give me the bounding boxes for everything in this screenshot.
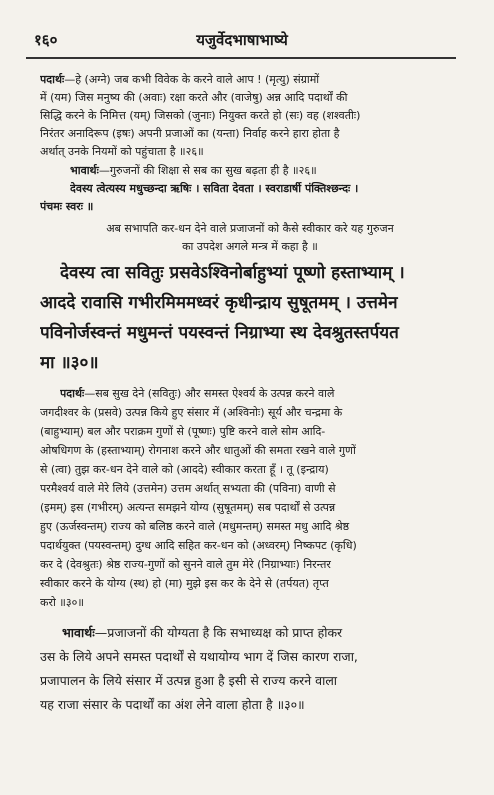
padartha2-line-12: करो ॥३०॥ <box>40 596 84 609</box>
mantra-line-1: देवस्य त्वा सवितुः प्रसवेऽश्विनोर्बाहुभ्यां पूष्णो हस्ताभ्याम् । <box>60 263 405 283</box>
padartha1-line-3: सिद्धि करने के निमित्त (यम्) जिसको (जुनाः) नियुक्त करते हो (सः) वह (शश्वतीः) <box>40 109 361 122</box>
padartha1-line-5: अर्थात् उनके नियमों को पहुंचाता है ॥२६॥ <box>40 145 204 158</box>
bhavartha2-line-3: प्रजापालन के लिये संसार में उत्पन्न हुआ है इसी से राज्य करने वाला <box>40 673 338 688</box>
padartha2-line-4: ओषधिगण के (हस्ताभ्याम्) रोगनाश करने और धातुओं की समता रखने वाले गुणों <box>40 444 356 457</box>
meta-line-2: पंचमः स्वरः ॥ <box>40 200 94 213</box>
bhavartha1-label: भावार्थः <box>70 164 99 177</box>
bhavartha2-line-1: भावार्थः—प्रजाजनों की योग्यता है कि सभाध्यक्ष को प्राप्त होकर <box>62 625 343 640</box>
padartha2-line-2: जगदीश्वर के (प्रसवे) उत्पन्न किये हुए संसार में (अश्विनोः) सूर्य और चन्द्रमा के <box>40 406 343 419</box>
bhavartha2-label: भावार्थः <box>62 625 95 640</box>
padartha2-label: पदार्थः <box>60 387 85 400</box>
mantra-line-2: आददे रावासि गभीरमिममध्वरं कृधीन्द्राय सुषूतमम् । उत्तमेन <box>40 293 398 313</box>
running-title: यजुर्वेदभाषाभाष्ये <box>196 31 288 49</box>
mantra-line-4: मा ॥३०॥ <box>40 353 99 373</box>
padartha2-line-10: कर दे (देवश्रुतः) श्रेष्ठ राज्य-गुणों को सुनने वाले तुम मेरे (निग्राभ्याः) निरन्तर <box>40 558 331 571</box>
intro-line-2: का उपदेश अगले मन्त्र में कहा है ॥ <box>182 240 318 253</box>
padartha2-line-3: (बाहुभ्याम्) बल और पराक्रम गुणों से (पूष्णः) पुष्टि करने वाले सोम आदि- <box>40 425 326 438</box>
padartha2-line-11: स्वीकार करने के योग्य (स्थ) हो (मा) मुझे इस कर के देने से (तर्पयत) तृप्त <box>40 577 329 590</box>
bhavartha1: भावार्थः—गुरुजनों की शिक्षा से सब का सुख बढ़ता ही है ॥२६॥ <box>70 164 317 177</box>
meta-line-1: देवस्य त्वेत्यस्य मधुच्छन्दा ऋषिः । सविता देवता । स्वराडार्षी पंक्तिश्छन्दः । <box>70 182 359 195</box>
padartha2-line-7: (इमम्) इस (गभीरम्) अत्यन्त समझने योग्य (सुषूतमम्) सब पदार्थों से उत्पन्न <box>40 501 336 514</box>
padartha2-line-9: पदार्थयुक्त (पयस्वन्तम्) दुग्ध आदि सहित कर-धन को (अध्वरम्) निष्कपट (कृधि) <box>40 539 357 552</box>
padartha1-line-4: निरंतर अनादिरूप (इषः) अपनी प्रजाओं का (यन्ता) निर्वाह करने हारा होता है <box>40 127 340 140</box>
padartha1-line-1: पदार्थः—हे (अग्ने) जब कभी विवेक के करने वाले आप ! (मृत्यु) संग्रामों <box>40 73 320 86</box>
header-rule <box>26 57 456 59</box>
intro-line-1: अब सभापति कर-धन देने वाले प्रजाजनों को कैसे स्वीकार करे यह गुरुजन <box>106 222 394 235</box>
page-number: १६० <box>34 31 58 49</box>
padartha2-line-1: पदार्थः—सब सुख देने (सवितुः) और समस्त ऐश्वर्य के उत्पन्न करने वाले <box>60 387 335 400</box>
padartha1-label: पदार्थः <box>40 73 65 86</box>
padartha2-line-5: से (त्वा) तुझ कर-धन देने वाले को (आददे) स्वीकार करता हूँ । तू (इन्द्राय) <box>40 463 329 476</box>
bhavartha2-line-2: उस के लिये अपने समस्त पदार्थों से यथायोग्य भाग दें जिस कारण राजा, <box>40 649 358 664</box>
bhavartha2-line-4: यह राजा संसार के पदार्थों का अंश लेने वाला होता है ॥३०॥ <box>40 697 305 712</box>
running-header <box>22 30 462 52</box>
padartha1-line-2: में (यम) जिस मनुष्य की (अवाः) रक्षा करते और (वाजेषु) अन्न आदि पदार्थों की <box>40 91 348 104</box>
padartha2-line-6: परमैश्वर्य वाले मेरे लिये (उत्तमेन) उत्तम अर्थात् सभ्यता की (पविना) वाणी से <box>40 482 336 495</box>
mantra-line-3: पविनोर्जस्वन्तं मधुमन्तं पयस्वन्तं निग्राभ्या स्थ देवश्रुतस्तर्पयत <box>40 323 399 343</box>
padartha2-line-8: हुए (ऊर्जस्वन्तम्) राज्य को बलिष्ठ करने वाले (मधुमन्तम्) समस्त मधु आदि श्रेष्ठ <box>40 520 350 533</box>
